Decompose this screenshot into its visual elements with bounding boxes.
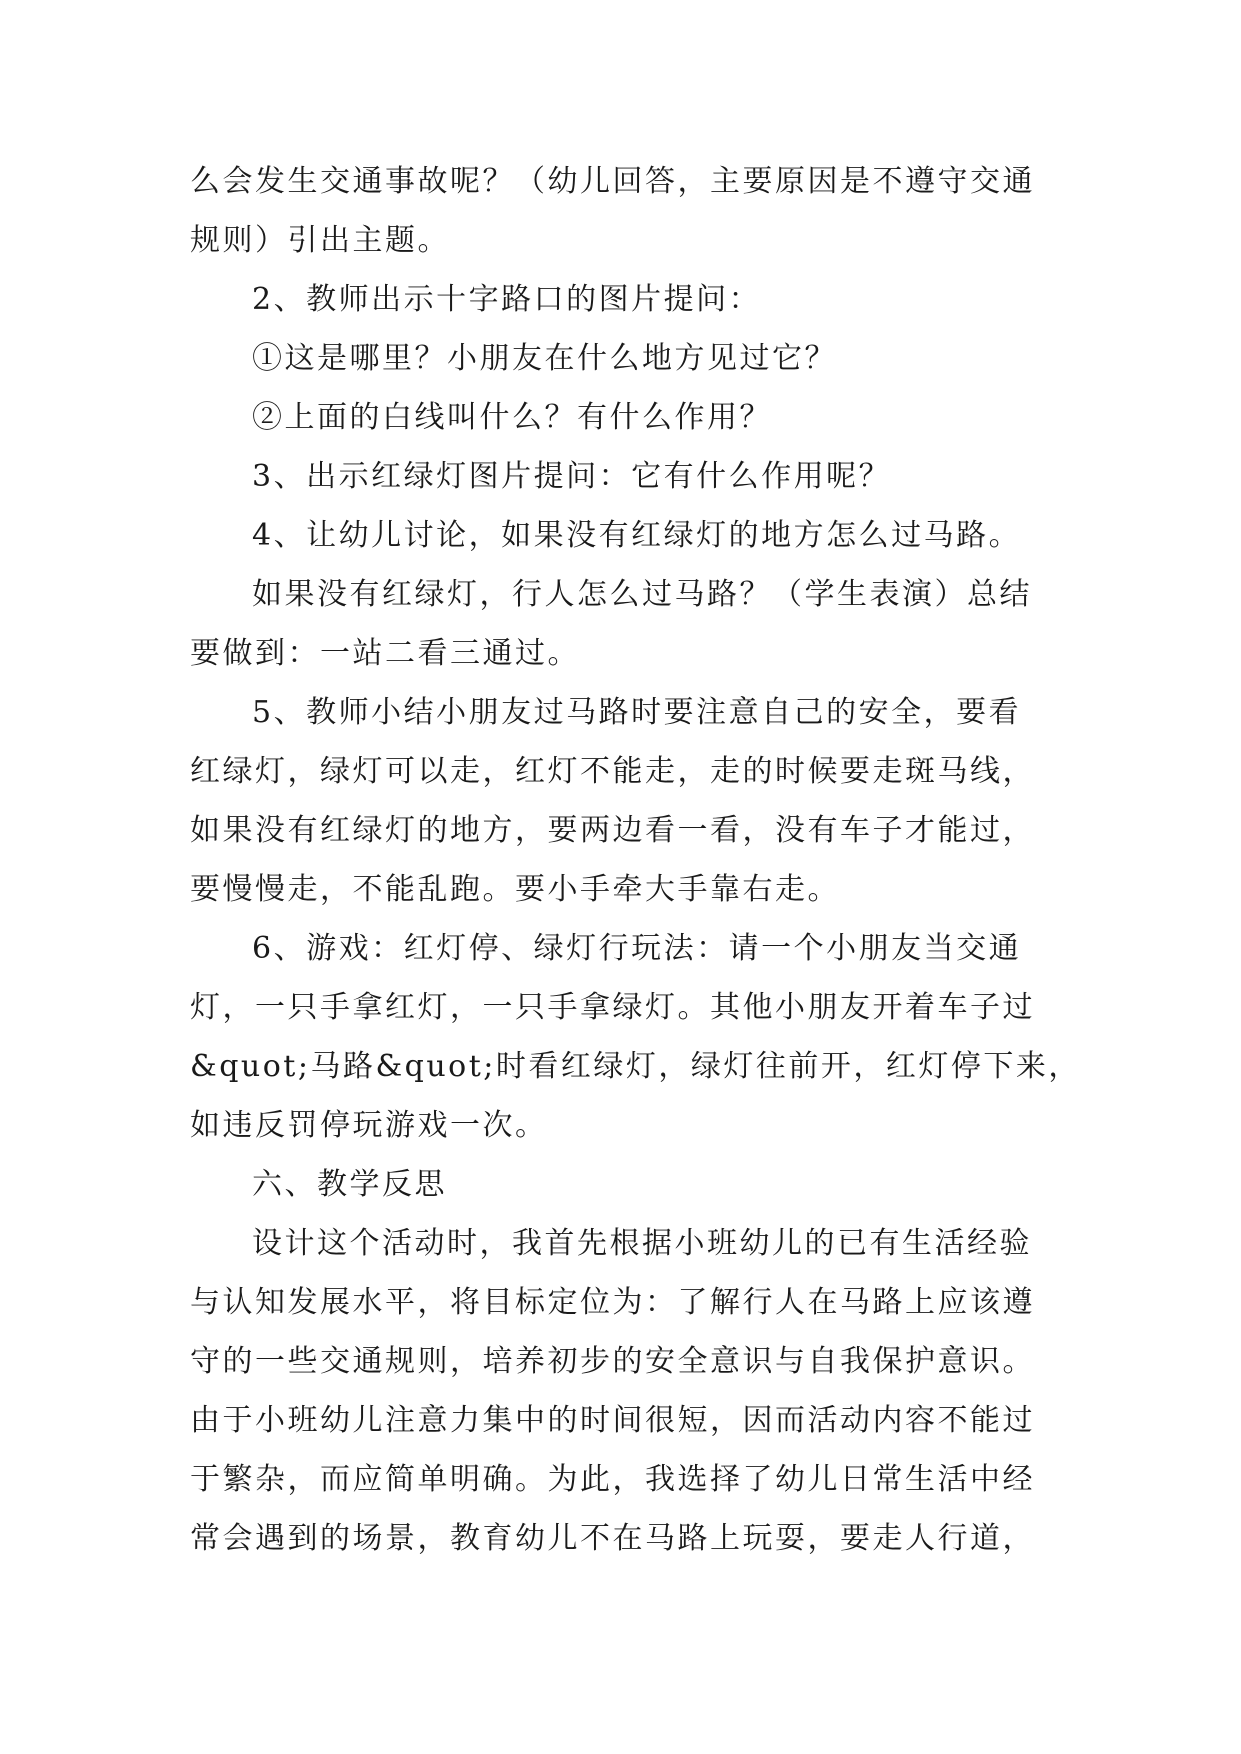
text-line: 么会发生交通事故呢？（幼儿回答，主要原因是不遵守交通 bbox=[190, 164, 1035, 199]
text-line: &quot;马路&quot;时看红绿灯，绿灯往前开，红灯停下来， bbox=[190, 1049, 1081, 1084]
text-line: 如违反罚停玩游戏一次。 bbox=[190, 1108, 548, 1143]
section-heading: 六、教学反思 bbox=[252, 1167, 447, 1202]
document-body bbox=[190, 152, 1081, 1568]
text-line: 红绿灯，绿灯可以走，红灯不能走，走的时候要走斑马线， bbox=[190, 754, 1035, 789]
text-line: 要慢慢走，不能乱跑。要小手牵大手靠右走。 bbox=[190, 872, 840, 907]
text-line: 2、教师出示十字路口的图片提问： bbox=[252, 282, 762, 317]
text-line: 要做到：一站二看三通过。 bbox=[190, 636, 580, 671]
text-line: ②上面的白线叫什么？有什么作用？ bbox=[252, 400, 772, 435]
text-line: 6、游戏：红灯停、绿灯行玩法：请一个小朋友当交通 bbox=[252, 931, 1022, 966]
text-line: 5、教师小结小朋友过马路时要注意自己的安全，要看 bbox=[252, 695, 1022, 730]
text-line: 如果没有红绿灯的地方，要两边看一看，没有车子才能过， bbox=[190, 813, 1035, 848]
text-line: 如果没有红绿灯，行人怎么过马路？（学生表演）总结 bbox=[252, 577, 1032, 612]
text-line: 常会遇到的场景，教育幼儿不在马路上玩耍，要走人行道， bbox=[190, 1521, 1035, 1556]
text-line: 灯，一只手拿红灯，一只手拿绿灯。其他小朋友开着车子过 bbox=[190, 990, 1035, 1025]
text-line: 规则）引出主题。 bbox=[190, 223, 450, 258]
text-line: 守的一些交通规则，培养初步的安全意识与自我保护意识。 bbox=[190, 1344, 1035, 1379]
text-line: ①这是哪里？小朋友在什么地方见过它？ bbox=[252, 341, 837, 376]
text-line: 4、让幼儿讨论，如果没有红绿灯的地方怎么过马路。 bbox=[252, 518, 1022, 553]
text-line: 与认知发展水平，将目标定位为：了解行人在马路上应该遵 bbox=[190, 1285, 1035, 1320]
text-line: 设计这个活动时，我首先根据小班幼儿的已有生活经验 bbox=[252, 1226, 1032, 1261]
text-line: 3、出示红绿灯图片提问：它有什么作用呢？ bbox=[252, 459, 892, 494]
text-line: 由于小班幼儿注意力集中的时间很短，因而活动内容不能过 bbox=[190, 1403, 1035, 1438]
text-line: 于繁杂，而应简单明确。为此，我选择了幼儿日常生活中经 bbox=[190, 1462, 1035, 1497]
